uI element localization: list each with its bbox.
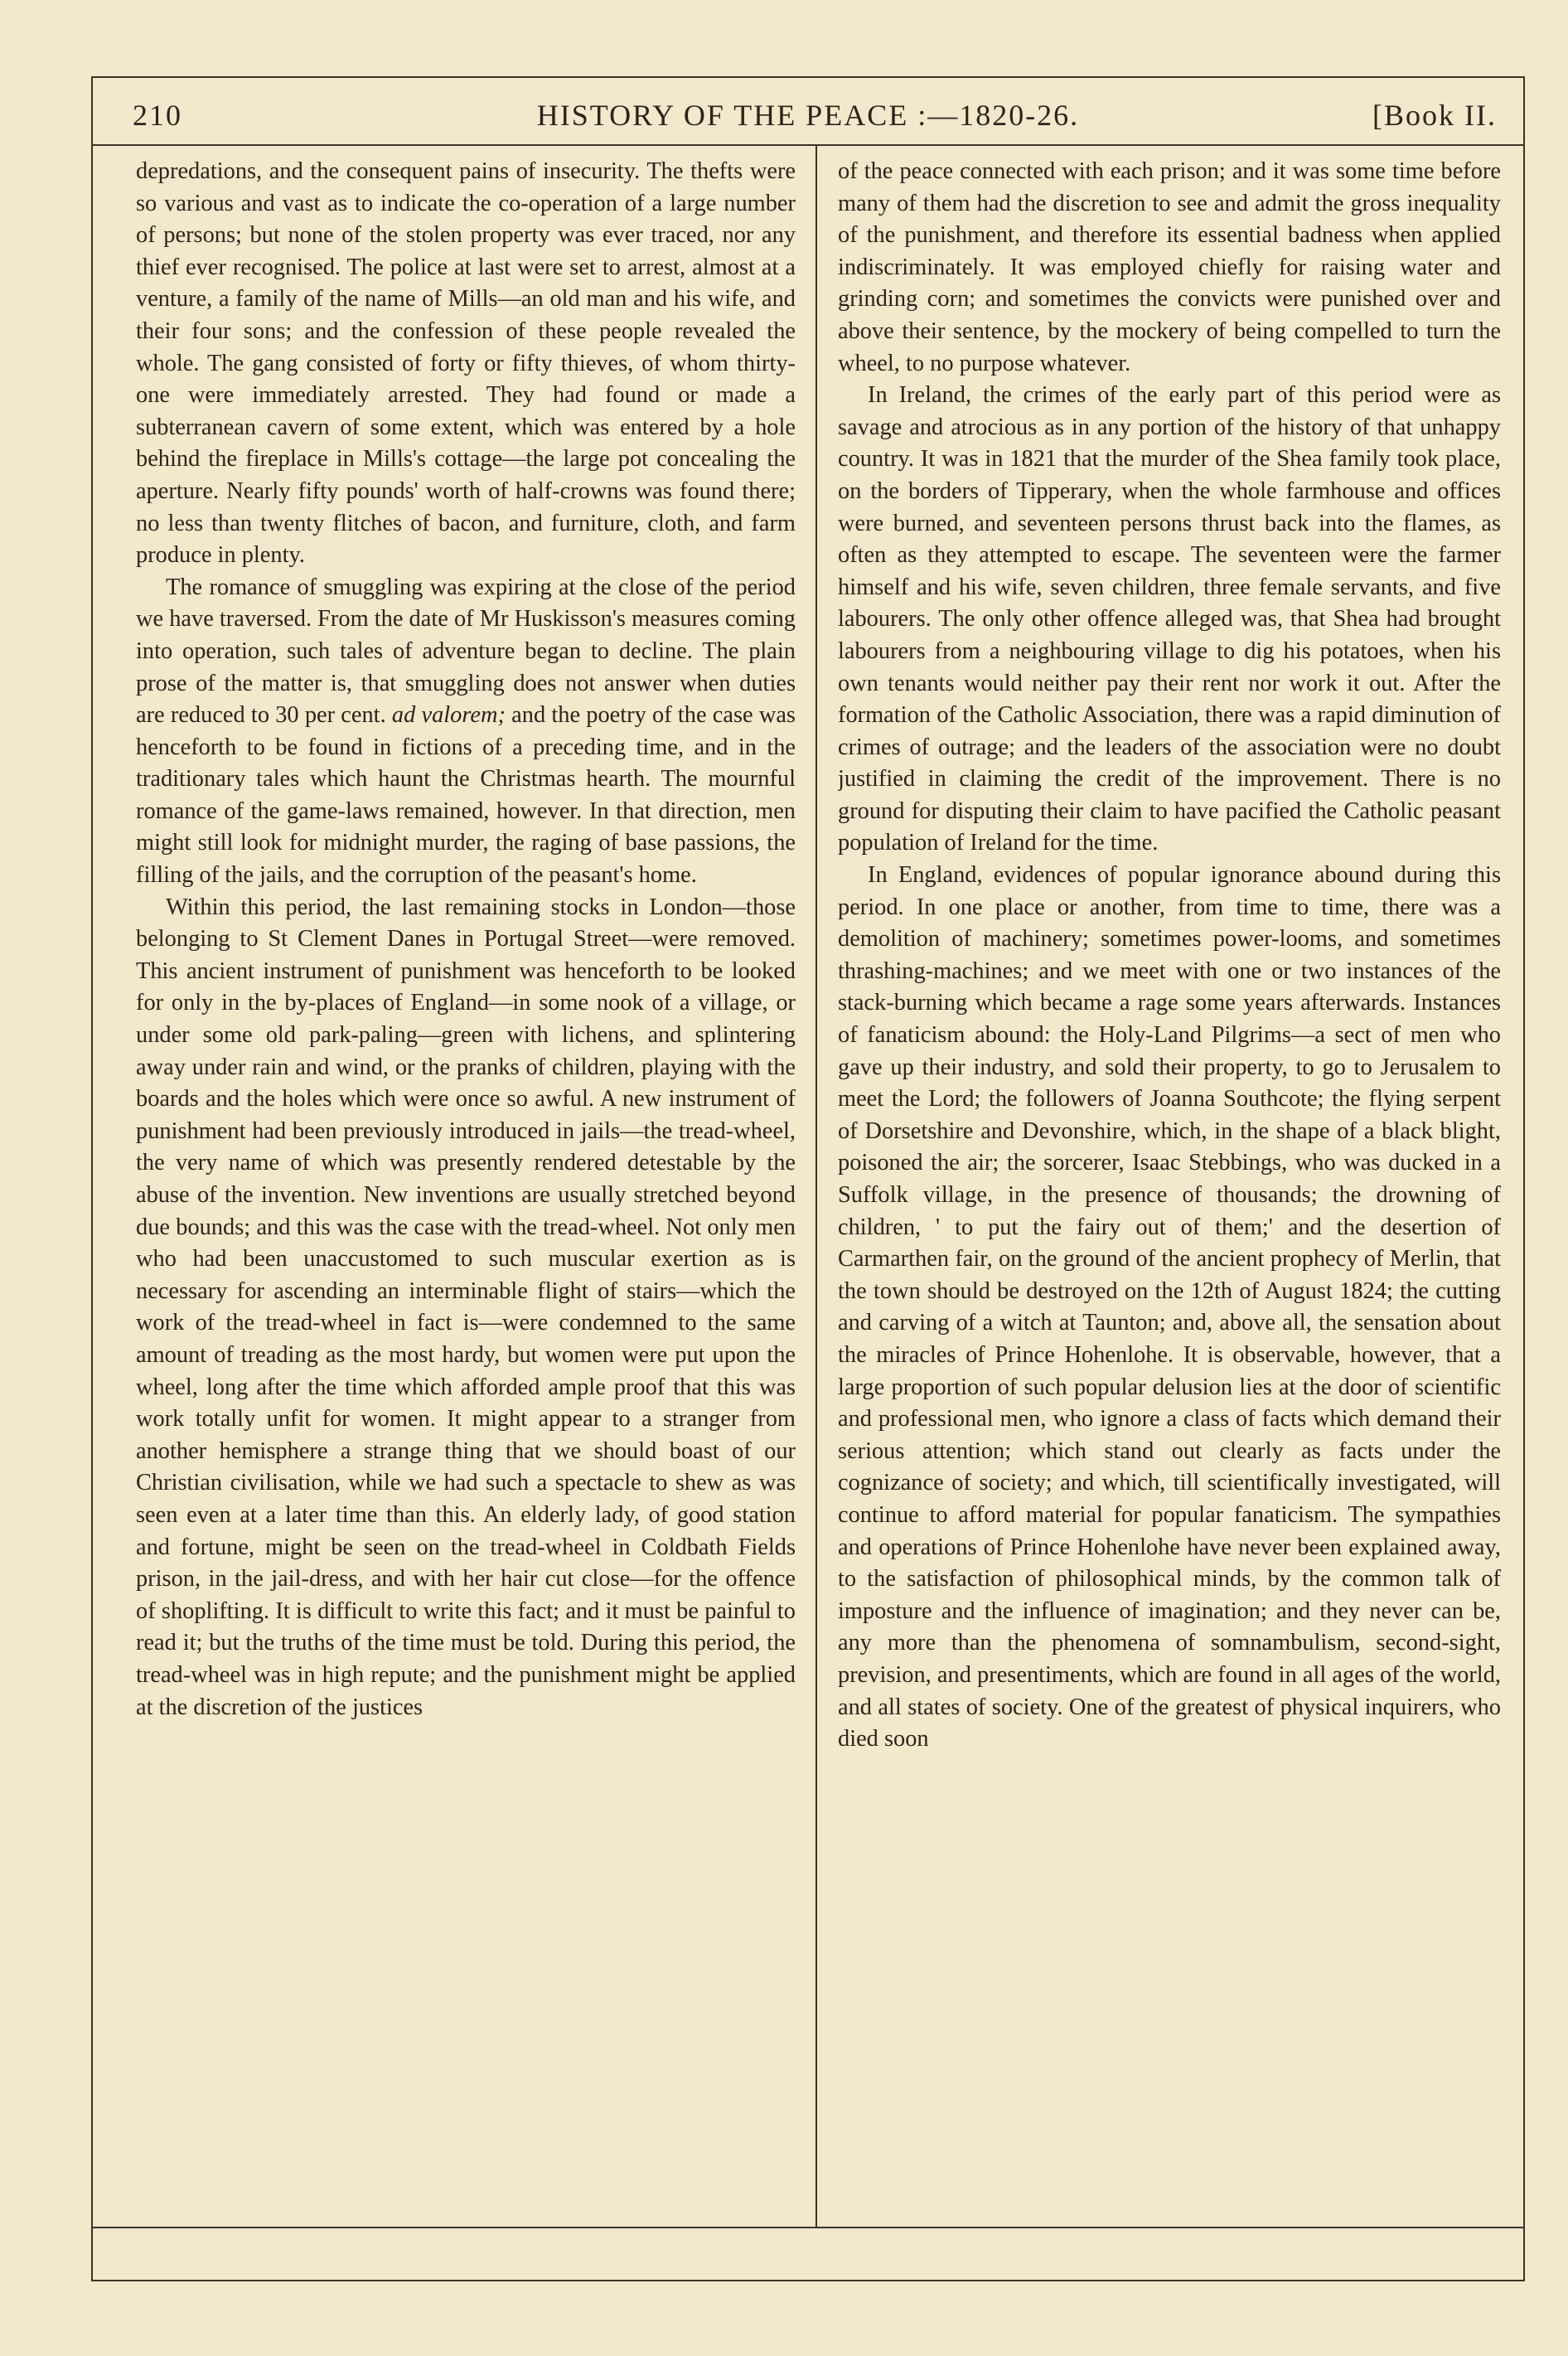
- paragraph: In Ireland, the crimes of the early part of this period were as savage and atrocious as in any portion of the history of that unhappy country. It was in 1821 that the murder of the Shea family took place, on the borders of Tipperary, when the whole farmhouse and offices were burned, and seventeen persons thrust back into the flames, as often as they attempted to escape. The seventeen were the farmer himself and his wife, seven children, three female servants, and five labourers. The only other offence alleged was, that Shea had brought labourers from a neighbouring village to dig his potatoes, when his own tenants would neither pay their rent nor work it out. After the formation of the Catholic Association, there was a rapid diminution of crimes of outrage; and the leaders of the association were no doubt justified in claiming the credit of the improvement. There is no ground for disputing their claim to have pacified the Catholic peasant population of Ireland for the time.: [838, 382, 1501, 856]
- column-divider: [815, 144, 817, 2228]
- paragraph: Within this period, the last remaining stocks in London—those belonging to St Clement Danes in Portugal Street—were removed. This ancient instrument of punishment was henceforth to be looked for only in the by-places of England—in some nook of a village, or under some old park-paling—green with lichens, and splintering away under rain and wind, or the pranks of children, playing with the boards and the holes which were once so awful. A new instrument of punishment had been previously introduced in jails—the tread-wheel, the very name of which was presently rendered detestable by the abuse of the invention. New inventions are usually stretched beyond due bounds; and this was the case with the tread-wheel. Not only men who had been unaccustomed to such muscular exertion as is necessary for ascending an interminable flight of stairs—which the work of the tread-wheel in fact is—were condemned to the same amount of treading as the most hardy, but women were put upon the wheel, long after the time which afforded ample proof that this was work totally unfit for women. It might appear to a stranger from another hemisphere a strange thing that we should boast of our Christian civilisation, while we had such a spectacle to shew as was seen even at a later time than this. An elderly lady, of good station and fortune, might be seen on the tread-wheel in Coldbath Fields prison, in the jail-dress, and with her hair cut close—for the offence of shoplifting. It is difficult to write this fact; and it must be painful to read it; but the truths of the time must be told. During this period, the tread-wheel was in high repute; and the punishment might be applied at the discretion of the justices: [136, 894, 796, 1720]
- paragraph: In England, evidences of popular ignorance abound during this period. In one place or another, from time to time, there was a demolition of machinery; sometimes power-looms, and sometimes thrashing-machines; and we meet with one or two instances of the stack-burning which became a rage some years afterwards. Instances of fanaticism abound: the Holy-Land Pilgrims—a sect of men who gave up their industry, and sold their property, to go to Jerusalem to meet the Lord; the followers of Joanna Southcote; the flying serpent of Dorsetshire and Devonshire, which, in the shape of a black blight, poisoned the air; the sorcerer, Isaac Stebbings, who was ducked in a Suffolk village, in the presence of thousands; the drowning of children, ' to put the fairy out of them;' and the desertion of Carmarthen fair, on the ground of the ancient prophecy of Merlin, that the town should be destroyed on the 12th of August 1824; the cutting and carving of a witch at Taunton; and, above all, the sensation about the miracles of Prince Hohenlohe. It is observable, however, that a large proportion of such popular delusion lies at the door of scientific and professional men, who ignore a class of facts which demand their serious attention; which stand out clearly as facts under the cognizance of society; and which, till scientifically investigated, will continue to afford material for popular fanaticism. The sympathies and operations of Prince Hohenlohe have never been explained away, to the satisfaction of philosophical minds, by the common talk of imposture and the influence of imagination; and they never can be, any more than the phenomena of somnambulism, second-sight, prevision, and presentiments, which are found in all ages of the world, and all states of society. One of the greatest of physical inquirers, who died soon: [838, 862, 1501, 1752]
- book-label: [Book II.: [1372, 99, 1497, 132]
- left-column: [136, 156, 796, 2228]
- paragraph-text: and the poetry of the case was henceforth to be found in fictions of a preceding time, and in the traditionary tales which haunt the Christmas hearth. The mournful romance of the game-laws remained, however. In that direction, men might still look for midnight murder, the raging of base passions, the filling of the jails, and the corruption of the peasant's home.: [136, 702, 796, 889]
- right-column: [838, 156, 1501, 2228]
- paragraph: depredations, and the consequent pains of insecurity. The thefts were so various and vast as to indicate the co-operation of a large number of persons; but none of the stolen property was ever traced, nor any thief ever recognised. The police at last were set to arrest, almost at a venture, a family of the name of Mills—an old man and his wife, and their four sons; and the confession of these people revealed the whole. The gang consisted of forty or fifty thieves, of whom thirty-one were immediately arrested. They had found or made a subterranean cavern of some extent, which was entered by a hole behind the fireplace in Mills's cottage—the large pot concealing the aperture. Nearly fifty pounds' worth of half-crowns was found there; no less than twenty flitches of bacon, and furniture, cloth, and farm produce in plenty.: [136, 158, 796, 569]
- paragraph-text: The romance of smuggling was expiring at the close of the period we have traversed. From the date of Mr Huskisson's measures coming into operation, such tales of adventure began to decline. The plain prose of the matter is, that smuggling does not answer when duties are reduced to 30 per cent.: [136, 574, 796, 729]
- text-columns: [93, 144, 1523, 2228]
- italic-phrase: ad valorem;: [391, 702, 506, 729]
- page-number: 210: [133, 99, 182, 132]
- running-title: HISTORY OF THE PEACE :—1820-26.: [536, 99, 1080, 132]
- running-header: [93, 78, 1523, 146]
- paragraph: [136, 572, 796, 892]
- page-frame: [91, 76, 1525, 2281]
- paragraph: of the peace connected with each prison; and it was some time before many of them had the discretion to see and admit the gross inequality of the punishment, and therefore its essential badness when applied indiscriminately. It was employed chiefly for raising water and grinding corn; and sometimes the convicts were punished over and above their sentence, by the mockery of being compelled to turn the wheel, to no purpose whatever.: [838, 158, 1501, 376]
- footer-rule: [93, 2227, 1523, 2228]
